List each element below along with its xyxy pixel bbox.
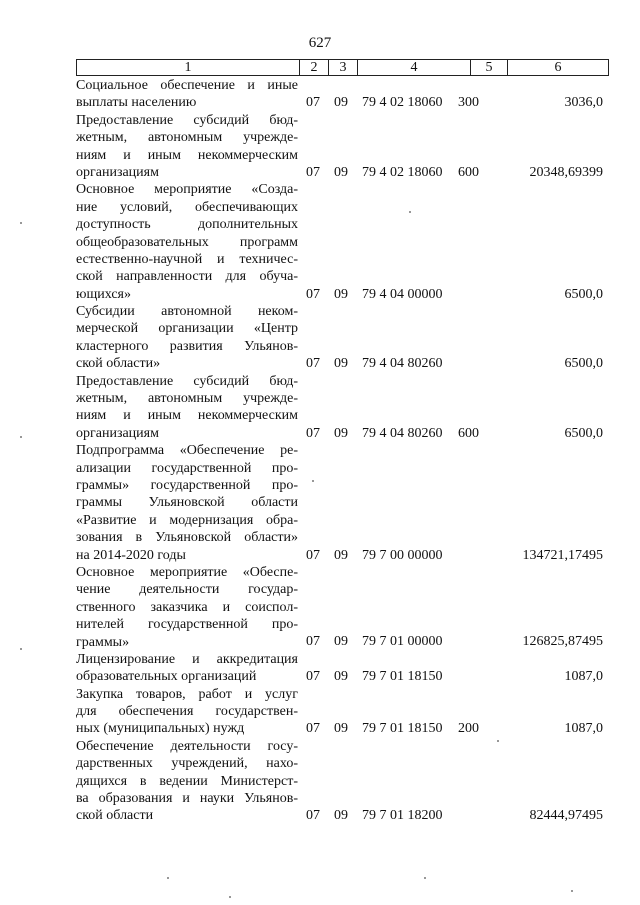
row-c5: 200 xyxy=(458,721,479,737)
table-body xyxy=(76,77,609,825)
table-row xyxy=(76,303,609,373)
row-name-line: «Развитие и модернизация обра- xyxy=(76,512,298,528)
row-name-line: организациям xyxy=(76,425,159,441)
scan-speck xyxy=(497,740,499,742)
row-c6: 20348,69399 xyxy=(529,164,603,180)
row-c3: 09 xyxy=(334,425,348,441)
row-name xyxy=(76,564,298,651)
table-row xyxy=(76,373,609,443)
row-name-line: Подпрограмма «Обеспечение ре- xyxy=(76,443,298,459)
row-c5: 600 xyxy=(458,425,479,441)
row-name xyxy=(76,77,298,112)
row-name-line: мерческой организации «Центр xyxy=(76,321,298,337)
row-c6: 1087,0 xyxy=(564,721,603,737)
table-row xyxy=(76,686,609,738)
row-name-line: Предоставление субсидий бюд- xyxy=(76,373,298,389)
scan-speck xyxy=(20,222,22,224)
row-name xyxy=(76,112,298,182)
row-c3: 09 xyxy=(334,721,348,737)
row-name xyxy=(76,303,298,373)
scan-speck xyxy=(167,877,169,879)
row-name-line: ва образования и науки Ульянов- xyxy=(76,791,298,807)
row-c2: 07 xyxy=(306,286,320,302)
row-c6: 3036,0 xyxy=(564,95,603,111)
row-name xyxy=(76,442,298,564)
row-c2: 07 xyxy=(306,669,320,685)
row-name xyxy=(76,181,298,303)
row-name-line: жетным, автономным учрежде- xyxy=(76,130,298,146)
row-c3: 09 xyxy=(334,164,348,180)
row-c2: 07 xyxy=(306,634,320,650)
table-row xyxy=(76,181,609,303)
row-name-line: Предоставление субсидий бюд- xyxy=(76,112,298,128)
row-c3: 09 xyxy=(334,356,348,372)
row-c4: 79 4 02 18060 xyxy=(362,164,443,180)
row-name-line: кластерного развития Ульянов- xyxy=(76,338,298,354)
row-c6: 134721,17495 xyxy=(522,547,603,563)
row-name-line: Основное мероприятие «Созда- xyxy=(76,182,298,198)
row-c6: 6500,0 xyxy=(564,356,603,372)
row-name-line: доступность дополнительных xyxy=(76,217,298,233)
row-c3: 09 xyxy=(334,95,348,111)
row-c4: 79 7 01 18150 xyxy=(362,721,443,737)
row-c2: 07 xyxy=(306,547,320,563)
scan-speck xyxy=(229,896,231,898)
row-c2: 07 xyxy=(306,721,320,737)
row-name-line: ственного заказчика и соиспол- xyxy=(76,599,298,615)
scan-speck xyxy=(20,436,22,438)
row-name-line: общеобразовательных программ xyxy=(76,234,298,250)
scan-speck xyxy=(312,480,314,482)
row-name-line: граммы» xyxy=(76,634,130,650)
row-c3: 09 xyxy=(334,286,348,302)
row-name-line: чение деятельности государ- xyxy=(76,582,298,598)
table-header xyxy=(76,59,609,76)
row-name-line: ных (муниципальных) нужд xyxy=(76,721,245,737)
row-c6: 82444,97495 xyxy=(529,808,603,824)
row-name xyxy=(76,686,298,738)
table-row xyxy=(76,564,609,651)
row-c2: 07 xyxy=(306,356,320,372)
row-name-line: организациям xyxy=(76,164,159,180)
table-row xyxy=(76,442,609,564)
row-name-line: ской области xyxy=(76,808,154,824)
header-col-5: 5 xyxy=(471,60,508,76)
row-c2: 07 xyxy=(306,95,320,111)
row-name-line: Социальное обеспечение и иные xyxy=(76,78,298,93)
row-c4: 79 4 04 00000 xyxy=(362,286,443,302)
row-c5: 600 xyxy=(458,164,479,180)
row-c6: 1087,0 xyxy=(564,669,603,685)
row-name-line: для обеспечения государствен- xyxy=(76,704,298,720)
row-c4: 79 7 01 00000 xyxy=(362,634,443,650)
row-name xyxy=(76,651,298,686)
row-c6: 126825,87495 xyxy=(522,634,603,650)
row-c2: 07 xyxy=(306,808,320,824)
row-name-line: на 2014-2020 годы xyxy=(76,547,186,563)
row-name-line: Обеспечение деятельности госу- xyxy=(76,738,298,754)
row-c4: 79 7 00 00000 xyxy=(362,547,443,563)
row-name-line: граммы» государственной про- xyxy=(76,477,298,493)
table-row xyxy=(76,651,609,686)
row-name xyxy=(76,738,298,825)
row-name-line: выплаты населению xyxy=(76,95,197,111)
row-name-line: жетным, автономным учрежде- xyxy=(76,391,298,407)
row-c3: 09 xyxy=(334,808,348,824)
row-name-line: ализации государственной про- xyxy=(76,460,298,476)
scan-speck xyxy=(571,890,573,892)
header-col-3: 3 xyxy=(329,60,358,76)
row-c3: 09 xyxy=(334,634,348,650)
row-name-line: дящихся в ведении Министерст- xyxy=(76,773,298,789)
row-c6: 6500,0 xyxy=(564,425,603,441)
row-c3: 09 xyxy=(334,669,348,685)
row-c4: 79 7 01 18200 xyxy=(362,808,443,824)
row-c3: 09 xyxy=(334,547,348,563)
scan-speck xyxy=(20,648,22,650)
header-col-4: 4 xyxy=(358,60,471,76)
row-c4: 79 4 02 18060 xyxy=(362,95,443,111)
scan-speck xyxy=(409,211,411,213)
row-name-line: ниям и иным некоммерческим xyxy=(76,147,298,163)
row-c4: 79 4 04 80260 xyxy=(362,356,443,372)
row-name-line: естественно-научной и техничес- xyxy=(76,251,298,267)
header-col-1: 1 xyxy=(77,60,300,76)
row-name-line: граммы Ульяновской области xyxy=(76,495,298,511)
row-name-line: образовательных организаций xyxy=(76,669,257,685)
table-row xyxy=(76,112,609,182)
row-name xyxy=(76,373,298,443)
row-name-line: ние условий, обеспечивающих xyxy=(76,199,298,215)
row-name-line: нителей государственной про- xyxy=(76,617,298,633)
row-name-line: Основное мероприятие «Обеспе- xyxy=(76,564,298,580)
row-name-line: Закупка товаров, работ и услуг xyxy=(76,686,298,702)
row-name-line: ской области» xyxy=(76,356,161,372)
header-col-6: 6 xyxy=(508,60,609,76)
row-c6: 6500,0 xyxy=(564,286,603,302)
table-row xyxy=(76,77,609,112)
row-name-line: Субсидии автономной неком- xyxy=(76,304,298,320)
header-col-2: 2 xyxy=(300,60,329,76)
row-c4: 79 7 01 18150 xyxy=(362,669,443,685)
page-number: 627 xyxy=(308,35,332,51)
row-c4: 79 4 04 80260 xyxy=(362,425,443,441)
row-name-line: Лицензирование и аккредитация xyxy=(76,651,298,667)
row-c2: 07 xyxy=(306,425,320,441)
row-name-line: дарственных учреждений, нахо- xyxy=(76,756,298,772)
row-name-line: ской направленности для обуча- xyxy=(76,269,298,285)
row-c2: 07 xyxy=(306,164,320,180)
row-c5: 300 xyxy=(458,95,479,111)
table-row xyxy=(76,738,609,825)
scan-speck xyxy=(424,877,426,879)
row-name-line: зования в Ульяновской области» xyxy=(76,530,298,546)
row-name-line: ющихся» xyxy=(76,286,131,302)
row-name-line: ниям и иным некоммерческим xyxy=(76,408,298,424)
